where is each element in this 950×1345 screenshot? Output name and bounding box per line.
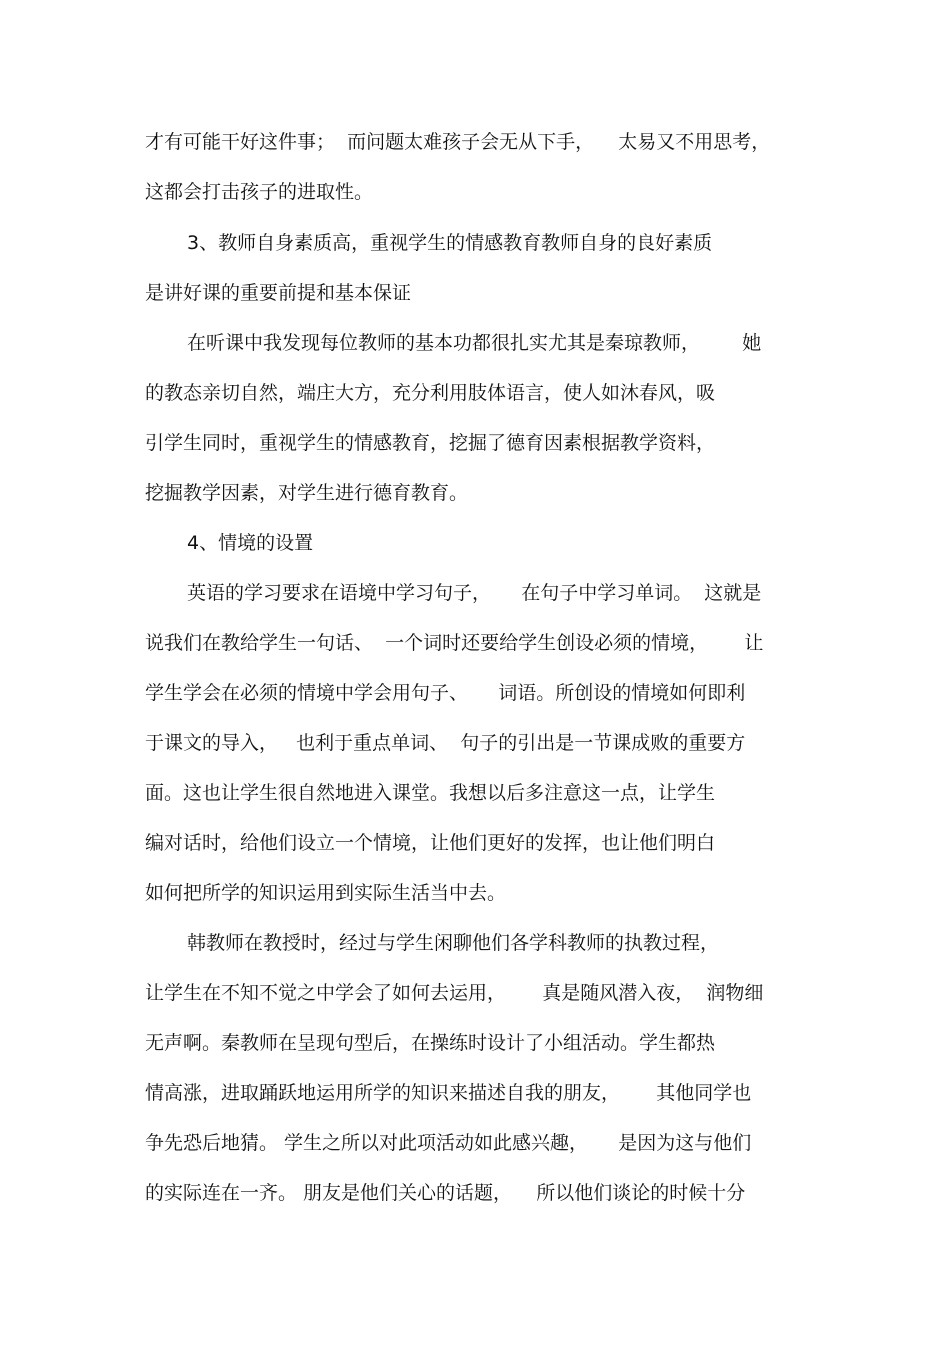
section-heading: 4、情境的设置 <box>187 532 314 554</box>
section-heading: 3、教师自身素质高，重视学生的情感教育教师自身的良好素质 <box>187 232 713 254</box>
text-line: 编对话时，给他们设立一个情境，让他们更好的发挥，也让他们明白 <box>145 832 716 854</box>
text-line: 说我们在教给学生一句话、 一个词时还要给学生创设必须的情境， 让 <box>145 632 764 654</box>
text-line: 引学生同时，重视学生的情感教育，挖掘了德育因素根据教学资料， <box>145 432 716 454</box>
text-line: 的实际连在一齐。 朋友是他们关心的话题， 所以他们谈论的时候十分 <box>145 1182 746 1204</box>
text-line: 无声啊。秦教师在呈现句型后，在操练时设计了小组活动。学生都热 <box>145 1032 716 1054</box>
text-line: 争先恐后地猜。 学生之所以对此项活动如此感兴趣， 是因为这与他们 <box>145 1132 752 1154</box>
text-line: 于课文的导入， 也利于重点单词、 句子的引出是一节课成败的重要方 <box>145 732 746 754</box>
text-line: 面。这也让学生很自然地进入课堂。我想以后多注意这一点，让学生 <box>145 782 716 804</box>
text-line: 是讲好课的重要前提和基本保证 <box>145 282 412 304</box>
text-line: 在听课中我发现每位教师的基本功都很扎实尤其是秦琼教师， 她 <box>187 332 762 354</box>
text-line: 的教态亲切自然，端庄大方，充分利用肢体语言，使人如沐春风，吸 <box>145 382 716 404</box>
text-line: 学生学会在必须的情境中学会用句子、 词语。所创设的情境如何即利 <box>145 682 746 704</box>
text-line: 情高涨，进取踊跃地运用所学的知识来描述自我的朋友， 其他同学也 <box>145 1082 752 1104</box>
text-line: 才有可能干好这件事； 而问题太难孩子会无从下手， 太易又不用思考， <box>145 131 771 153</box>
text-line: 让学生在不知不觉之中学会了如何去运用， 真是随风潜入夜， 润物细 <box>145 982 764 1004</box>
text-line: 英语的学习要求在语境中学习句子， 在句子中学习单词。 这就是 <box>187 582 762 604</box>
text-line: 韩教师在教授时，经过与学生闲聊他们各学科教师的执教过程， <box>187 932 720 954</box>
text-line: 如何把所学的知识运用到实际生活当中去。 <box>145 882 507 904</box>
text-line: 挖掘教学因素，对学生进行德育教育。 <box>145 482 469 504</box>
text-line: 这都会打击孩子的进取性。 <box>145 181 374 203</box>
